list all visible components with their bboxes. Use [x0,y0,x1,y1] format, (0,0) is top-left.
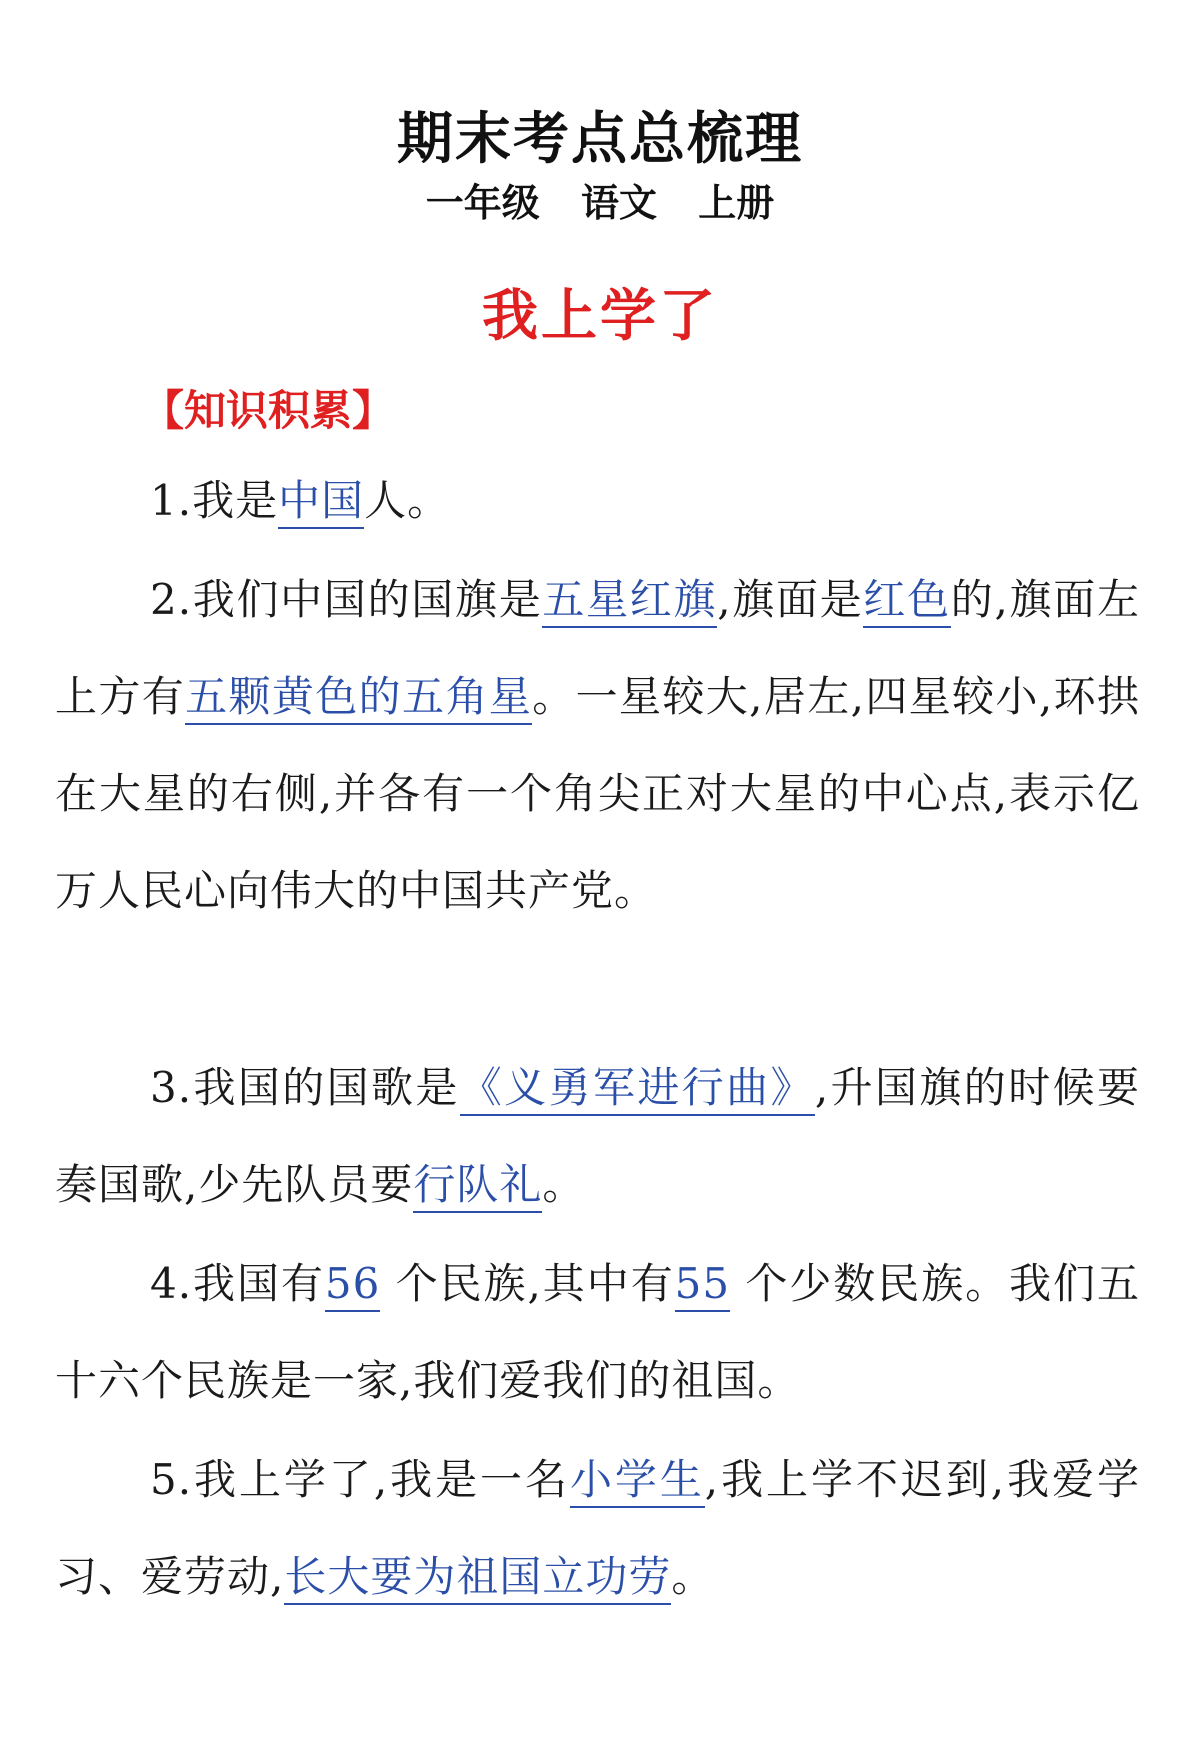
knowledge-item-1 [55,452,1140,549]
knowledge-item-3 [55,1039,1140,1233]
item-text: 我是 [192,476,279,525]
item-text: ,升国旗的时候要奏国歌,少先队员要 [55,1063,1140,1209]
answer-blank: 红色 [863,575,950,628]
volume-label: 上册 [698,181,775,225]
item-text: 的,旗面左上方有 [55,575,1140,721]
answer-blank: 中国 [278,476,364,529]
item-number: 3. [150,1063,193,1112]
subject-label: 语文 [580,181,657,225]
lesson-title: 我上学了 [482,284,718,349]
knowledge-item-5 [55,1431,1140,1625]
answer-blank: 五星红旗 [542,575,717,628]
item-text: 个民族,其中有 [380,1259,675,1308]
answer-blank: 56 [325,1259,380,1312]
answer-blank: 长大要为祖国立功劳 [284,1552,671,1605]
item-number: 1. [150,476,193,525]
knowledge-item-4 [55,1235,1140,1429]
item-text: 人。 [364,476,451,525]
page-title: 期末考点总梳理 [397,107,803,172]
item-number: 2. [150,575,193,624]
answer-blank: 小学生 [570,1455,705,1508]
item-text: 我国的国歌是 [192,1063,460,1112]
item-text: 。 [542,1160,586,1209]
item-text: 我上学了,我是一名 [192,1455,570,1504]
item-text: 我国有 [192,1259,325,1308]
knowledge-item-2 [55,551,1140,939]
grade-label: 一年级 [425,181,540,225]
item-text: ,旗面是 [717,575,864,624]
item-text: 。 [671,1552,715,1601]
page-subtitle [0,172,1200,227]
answer-blank: 行队礼 [413,1160,542,1213]
item-number: 4. [150,1259,193,1308]
item-text: ,我上学不迟到,我爱学习、爱劳动, [55,1455,1140,1601]
item-text: 。一星较大,居左,四星较小,环拱在大星的右侧,并各有一个角尖正对大星的中心点,表示亿万人民心向伟大的中国共产党。 [55,672,1140,915]
item-number: 5. [150,1455,193,1504]
section-heading: 【知识积累】 [142,386,395,435]
answer-blank: 五颗黄色的五角星 [185,672,532,725]
answer-blank: 55 [675,1259,730,1312]
answer-blank: 《义勇军进行曲》 [460,1063,815,1116]
item-text: 个少数民族。我们五十六个民族是一家,我们爱我们的祖国。 [55,1259,1140,1405]
item-text: 我们中国的国旗是 [192,575,543,624]
